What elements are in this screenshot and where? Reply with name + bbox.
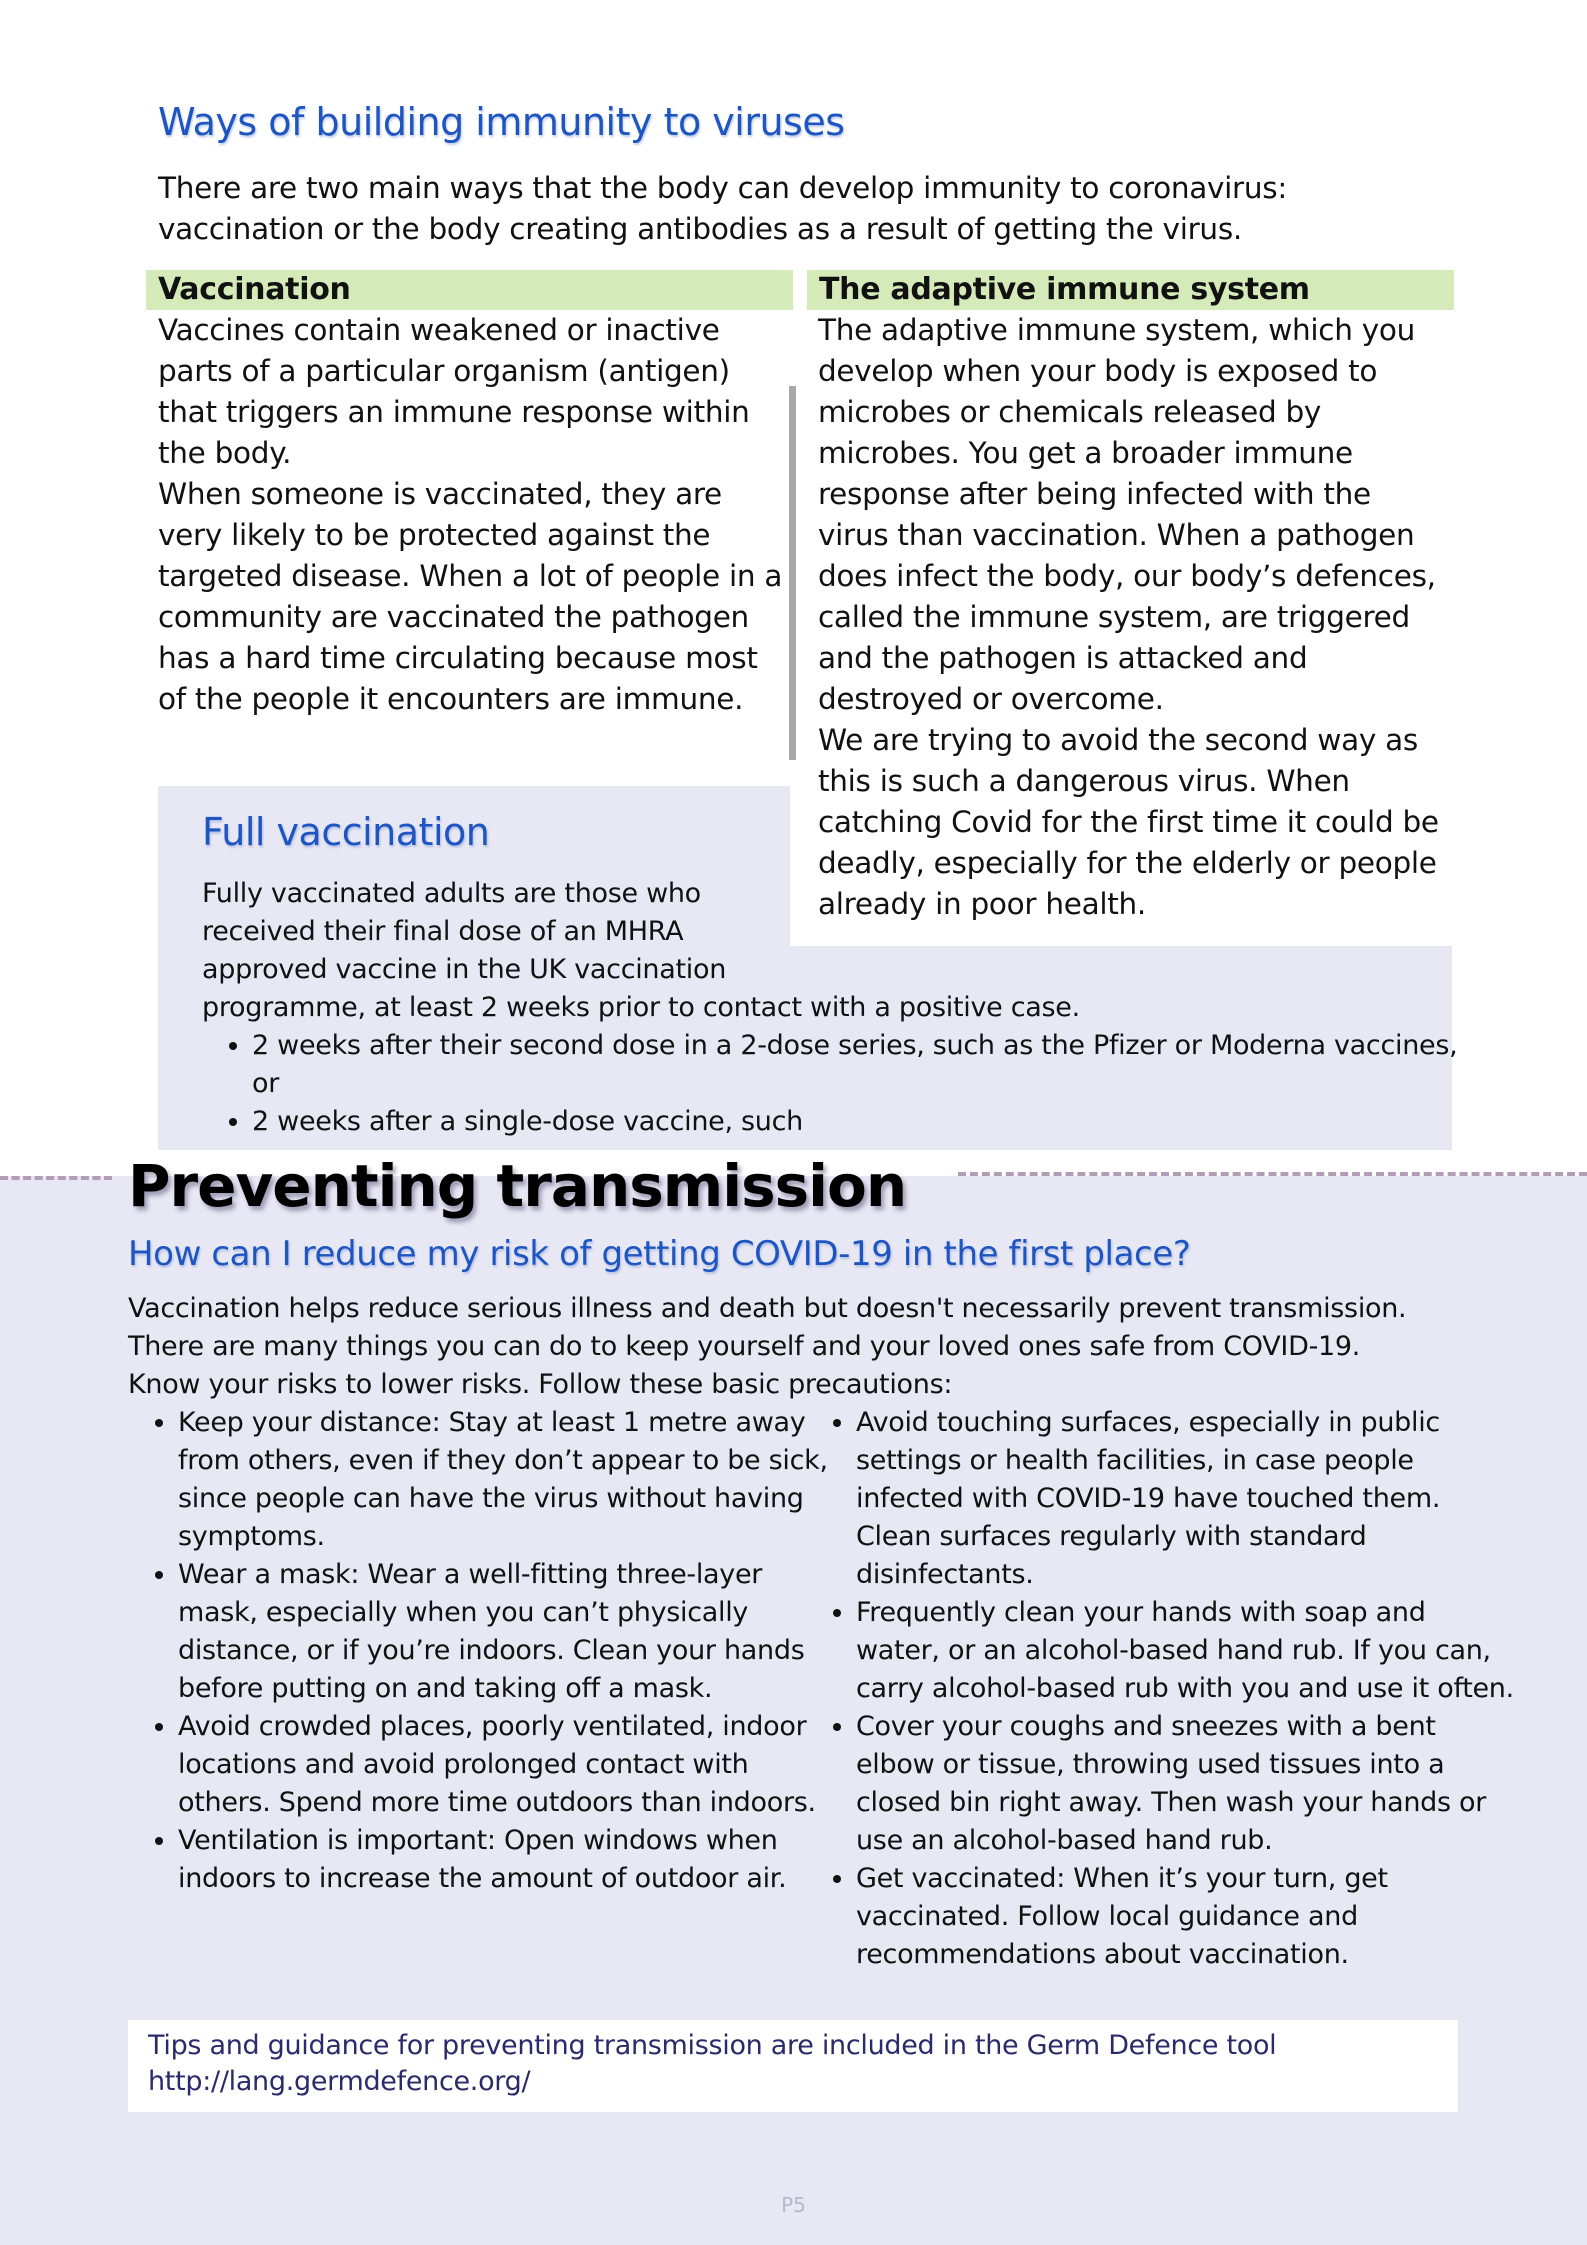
section-title-immunity: Ways of building immunity to viruses [158,100,845,144]
page-number: P5 [781,2193,806,2217]
list-item: • 2 weeks after a single-dose vaccine, such [252,1103,1472,1141]
germ-defence-note [128,2020,1458,2112]
vaccination-paragraph: When someone is vaccinated, they are very likely to be protected against the targeted disease. When a lot of people in a community are vaccinated the pathogen has a hard time circulating because most of the people it encounters are immune. [158,477,783,716]
vaccination-paragraph: Vaccines contain weakened or inactive parts of a particular organism (antigen) that triggers an immune response within the body. [158,313,750,470]
column-divider [789,386,796,760]
vaccination-column-header: Vaccination [146,270,793,310]
list-item: • 2 weeks after their second dose in a 2-dose series, such as the Pfizer or Moderna vaccines, or [252,1027,1472,1103]
adaptive-paragraph: The adaptive immune system, which you develop when your body is exposed to microbes or chemicals released by microbes. You get a broader immune response after being infected with the virus than vaccination. When a pathogen does infect the body, our body’s defences, called the immune system, are triggered and the pathogen is attacked and destroyed or overcome. [818,313,1436,716]
vaccination-text [158,310,783,720]
list-item: • Get vaccinated: When it’s your turn, get vaccinated. Follow local guidance and recommendations about vaccination. [856,1860,1516,1974]
intro-line: Know your risks to lower risks. Follow these basic precautions: [128,1369,953,1400]
list-item: • Ventilation is important: Open windows when indoors to increase the amount of outdoor air. [178,1822,838,1898]
adaptive-column-header: The adaptive immune system [807,270,1454,310]
note-text: Tips and guidance for preventing transmission are included in the Germ Defence tool [148,2030,1277,2061]
preventing-subtitle: How can I reduce my risk of getting COVID-19 in the first place? [128,1234,1191,1274]
list-item: • Wear a mask: Wear a well-fitting three-layer mask, especially when you can’t physically distance, or if you’re indoors. Clean your hands before putting on and taking off a mask. [178,1556,838,1708]
dashed-divider-right [958,1172,1587,1176]
list-item: • Keep your distance: Stay at least 1 metre away from others, even if they don’t appear to be sick, since people can have the virus without having symptoms. [178,1404,838,1556]
full-vaccination-title: Full vaccination [202,810,490,854]
adaptive-paragraph: We are trying to avoid the second way as this is such a dangerous virus. When catching Covid for the first time it could be deadly, especially for the elderly or people already in poor health. [818,723,1439,921]
intro-line: Vaccination helps reduce serious illness and death but doesn't necessarily prevent transmission. [128,1293,1407,1324]
full-vaccination-text-continued: programme, at least 2 weeks prior to contact with a positive case. [202,992,1080,1023]
full-vaccination-list [202,1027,1472,1141]
tips-list-left [128,1404,838,1898]
preventing-intro [128,1290,1468,1404]
germ-defence-link[interactable]: http://lang.germdefence.org/ [148,2066,531,2097]
dashed-divider-left [0,1176,112,1180]
tips-list-right [806,1404,1516,1974]
list-item: • Avoid crowded places, poorly ventilated, indoor locations and avoid prolonged contact with others. Spend more time outdoors than indoors. [178,1708,838,1822]
page-title-preventing-transmission: Preventing transmission [128,1152,907,1220]
adaptive-text [818,310,1448,925]
list-item: • Cover your coughs and sneezes with a bent elbow or tissue, throwing used tissues into a closed bin right away. Then wash your hands or use an alcohol-based hand rub. [856,1708,1516,1860]
immunity-intro: There are two main ways that the body can develop immunity to coronavirus: vaccination or the body creating antibodies as a result of getting the virus. [158,171,1287,246]
list-item: • Avoid touching surfaces, especially in public settings or health facilities, in case people infected with COVID-19 have touched them. Clean surfaces regularly with standard disinfectants. [856,1404,1516,1594]
full-vaccination-text: Fully vaccinated adults are those who received their final dose of an MHRA approved vaccine in the UK vaccination [202,878,727,985]
intro-line: There are many things you can do to keep yourself and your loved ones safe from COVID-19. [128,1331,1361,1362]
list-item: • Frequently clean your hands with soap and water, or an alcohol-based hand rub. If you can, carry alcohol-based rub with you and use it often. [856,1594,1516,1708]
